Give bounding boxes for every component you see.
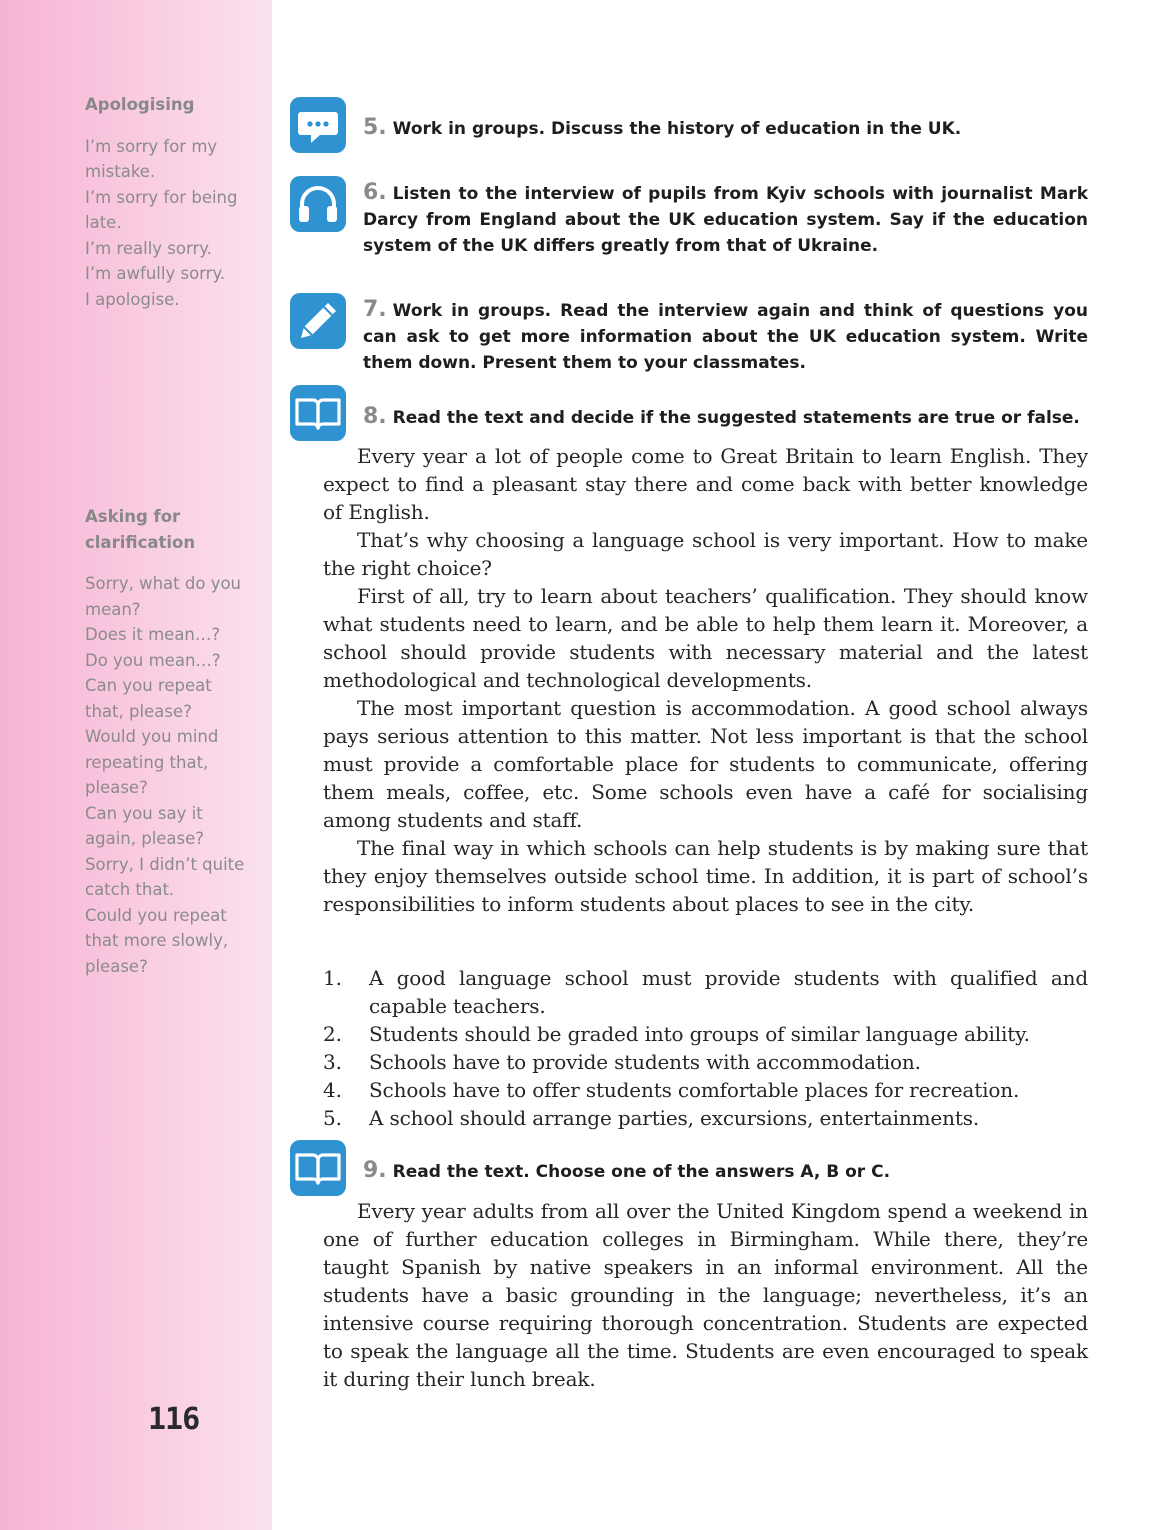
reading-text-9 (323, 1197, 1088, 1393)
apologising-heading: Apologising (85, 95, 195, 114)
task-text: Listen to the interview of pupils from Kyiv schools with journalist Mark Darcy from England about the UK education system. Say if the education system of the UK differs greatly from that of Ukraine. (363, 184, 1088, 256)
phrase: I’m really sorry. (85, 238, 212, 258)
phrase: I’m awfully sorry. (85, 264, 226, 283)
task-instruction (363, 115, 1088, 142)
statement-number: 1. (323, 966, 342, 990)
statement-text: A good language school must provide students with qualified and capable teachers. (369, 966, 1088, 1018)
phrase: Can you repeat that, please? (85, 676, 212, 721)
task-number: 8. (363, 404, 387, 429)
task-text: Read the text and decide if the suggested statements are true or false. (392, 408, 1080, 428)
paragraph: That’s why choosing a language school is very important. How to make the right choice? (323, 528, 1088, 580)
paragraph: The most important question is accommodation. A good school always pays serious attention to this matter. Not less important is that the school must provide a comfortable place for students to communicate, offering them meals, coffee, etc. Some schools even have a café for socialising among students and staff. (323, 696, 1088, 832)
phrase: I apologise. (85, 289, 180, 309)
task-number: 5. (363, 115, 387, 140)
task-instruction (363, 404, 1088, 431)
task-number: 7. (363, 297, 387, 322)
task-text: Read the text. Choose one of the answers A, B or C. (392, 1162, 891, 1182)
apologising-box (85, 92, 265, 312)
statement-text: A school should arrange parties, excursions, entertainments. (369, 1106, 980, 1130)
task-number: 6. (363, 180, 387, 205)
phrase: Sorry, what do you mean? (85, 574, 242, 619)
paragraph: First of all, try to learn about teachers’ qualification. They should know what students need to learn, and be able to help them learn it. Moreover, a school should provide students with necessary material and the latest methodological and technological developments. (323, 584, 1088, 692)
phrase: Could you repeat that more slowly, please? (85, 905, 229, 976)
task-instruction (363, 1158, 1088, 1185)
statement-text: Schools have to provide students with accommodation. (369, 1050, 921, 1074)
statement-number: 5. (323, 1106, 342, 1130)
list-item (323, 1104, 1088, 1132)
apologising-phrases (85, 134, 265, 313)
phrase: Would you mind repeating that, please? (85, 727, 219, 797)
list-item (323, 1076, 1088, 1104)
task-text: Work in groups. Read the interview again and think of questions you can ask to get more information about the UK education system. Write them down. Present them to your classmates. (363, 301, 1088, 373)
clarification-box (85, 504, 255, 979)
clarification-heading: Asking for clarification (85, 507, 196, 552)
paragraph: Every year adults from all over the United Kingdom spend a weekend in one of further education colleges in Birmingham. While there, they’re taught Spanish by native speakers in an informal environment. All the students have a basic grounding in the language; nevertheless, it’s an intensive course requiring thorough concentration. Students are expected to speak the language all the time. Students are even encouraged to speak it during their lunch break. (323, 1199, 1088, 1391)
phrase: I’m sorry for my mistake. (85, 136, 218, 181)
task-number: 9. (363, 1158, 387, 1183)
list-item (323, 964, 1088, 1020)
task-instruction (363, 297, 1088, 376)
list-item (323, 1048, 1088, 1076)
phrase: Sorry, I didn’t quite catch that. (85, 854, 245, 899)
phrase: Does it mean…? (85, 625, 221, 644)
task-instruction (363, 180, 1088, 259)
sidebar (0, 0, 272, 1530)
list-item (323, 1020, 1088, 1048)
page-number: 116 (148, 1402, 200, 1437)
statements-list (323, 964, 1088, 1132)
open-book-icon (290, 1140, 346, 1196)
statement-text: Schools have to offer students comfortable places for recreation. (369, 1078, 1020, 1102)
open-book-icon (290, 385, 346, 441)
phrase: Do you mean…? (85, 650, 221, 670)
headphones-icon (290, 176, 346, 232)
task-text: Work in groups. Discuss the history of education in the UK. (392, 119, 962, 139)
statement-number: 4. (323, 1078, 342, 1102)
clarification-phrases (85, 571, 255, 979)
phrase: Can you say it again, please? (85, 803, 205, 848)
phrase: I’m sorry for being late. (85, 187, 238, 232)
reading-text-8 (323, 442, 1088, 918)
paragraph: Every year a lot of people come to Great Britain to learn English. They expect to find a pleasant stay there and come back with better knowledge of English. (323, 444, 1088, 524)
pen-icon (290, 293, 346, 349)
statement-number: 3. (323, 1050, 342, 1074)
statement-number: 2. (323, 1022, 342, 1046)
speech-bubble-icon (290, 97, 346, 153)
paragraph: The final way in which schools can help students is by making sure that they enjoy themselves outside school time. In addition, it is part of school’s responsibilities to inform students about places to see in the city. (323, 836, 1088, 916)
statement-text: Students should be graded into groups of similar language ability. (369, 1022, 1030, 1046)
